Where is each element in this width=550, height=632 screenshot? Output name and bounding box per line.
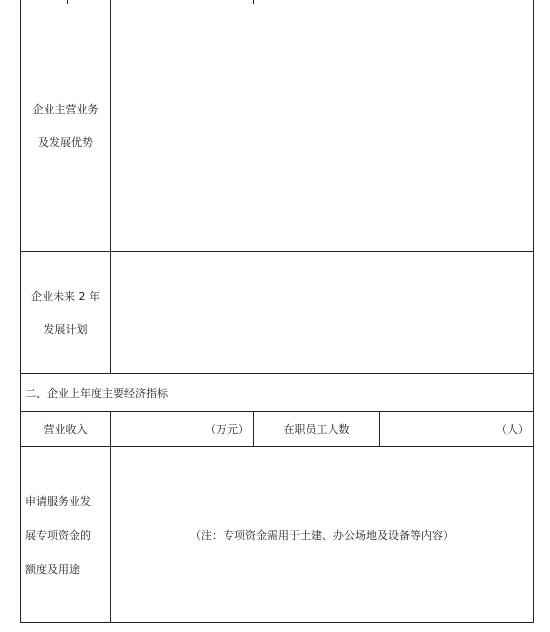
revenue-unit: （万元） <box>205 423 249 436</box>
business-content-field[interactable] <box>111 0 533 251</box>
fund-row <box>21 446 533 623</box>
fund-label-cell <box>21 447 111 623</box>
revenue-value-field[interactable] <box>111 412 254 446</box>
business-label-cell <box>21 0 111 251</box>
plan-content-field[interactable] <box>111 252 533 373</box>
plan-label-line1: 企业未来 2 年 <box>31 290 100 303</box>
employees-unit: （人） <box>496 423 529 436</box>
application-form-table <box>20 0 534 623</box>
employees-label-cell <box>254 412 380 446</box>
employees-label: 在职员工人数 <box>283 423 350 436</box>
indicators-section-title: 二、企业上年度主要经济指标 <box>25 386 168 400</box>
business-label-line2: 及发展优势 <box>38 136 93 149</box>
fund-label-line1: 申请服务业发 <box>25 495 91 508</box>
fund-label-line2: 展专项资金的 <box>25 529 91 542</box>
employees-value-field[interactable] <box>380 412 533 446</box>
revenue-label-cell <box>21 412 111 446</box>
fund-label-line3: 额度及用途 <box>25 563 80 576</box>
fund-note: （注：专项资金需用于土建、办公场地及设备等内容） <box>190 529 454 542</box>
plan-label-line2: 发展计划 <box>43 323 88 336</box>
business-label-line1: 企业主营业务 <box>32 103 99 116</box>
indicators-section-row <box>21 373 533 411</box>
revenue-label: 营业收入 <box>43 423 88 436</box>
indicators-row <box>21 411 533 446</box>
business-row <box>21 0 533 251</box>
fund-content-field[interactable] <box>111 447 533 623</box>
plan-row <box>21 251 533 373</box>
plan-label-cell <box>21 252 111 373</box>
